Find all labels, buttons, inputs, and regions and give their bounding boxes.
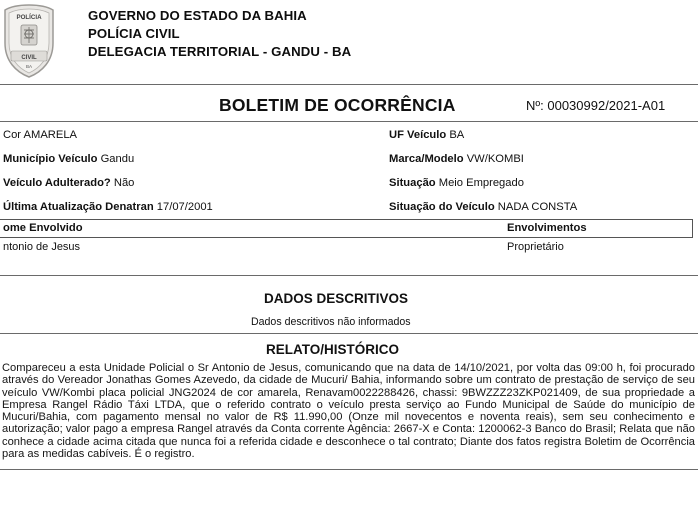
field-cor xyxy=(3,129,77,141)
header-police: POLÍCIA CIVIL xyxy=(88,26,180,41)
badge-text-bottom: CIVIL xyxy=(21,55,37,61)
field-situacao-veiculo-value: NADA CONSTA xyxy=(497,201,578,213)
field-municipio-label: Município Veículo xyxy=(3,153,98,165)
involved-table-header xyxy=(0,219,693,238)
involved-name: ntonio de Jesus xyxy=(3,241,81,253)
field-marca-value: VW/KOMBI xyxy=(466,153,524,165)
dados-divider xyxy=(0,333,698,334)
field-atualizacao xyxy=(3,201,213,213)
header-divider xyxy=(0,84,698,85)
field-situacao-veiculo xyxy=(389,201,577,213)
header-delegacia: DELEGACIA TERRITORIAL - GANDU - BA xyxy=(88,44,352,59)
col-nome-envolvido: ome Envolvido xyxy=(3,222,83,234)
police-badge-icon xyxy=(2,3,56,79)
field-municipio xyxy=(3,153,134,165)
field-adulterado xyxy=(3,177,134,189)
field-adulterado-label: Veículo Adulterado? xyxy=(3,177,111,189)
field-situacao-value: Meio Empregado xyxy=(438,177,524,189)
document-number: Nº: 00030992/2021-A01 xyxy=(526,98,666,113)
relato-title: RELATO/HISTÓRICO xyxy=(266,342,400,357)
involved-divider xyxy=(0,275,698,276)
field-atualizacao-label: Última Atualização Denatran xyxy=(3,201,154,213)
title-divider xyxy=(0,121,698,122)
col-envolvimentos: Envolvimentos xyxy=(507,222,587,234)
relato-divider xyxy=(0,469,698,470)
field-cor-label: Cor xyxy=(3,129,22,141)
dados-text: Dados descritivos não informados xyxy=(251,316,411,328)
relato-text: Compareceu a esta Unidade Policial o Sr Antonio de Jesus, comunicando que na data de 14/10/2021, por volta das 09:00 h, foi procurado através do Vereador Jonathas Gomes Azevedo, da cidade de Mucuri/ Bahia, informando sobre um contrato de prestação de serviço de seu veículo VW/Kombi placa policial JNG2024 de cor amarela, Renavam0022288426, chassi: 9BWZZZ23ZKP021409, de sua propriedade a Empresa Rangel Rádio Táxi LTDA, que o referido contrato o veículo presta serviço ao Fundo Municipal de Saúde do município de Mucuri/Bahia, com pagamento mensal no valor de R$ 11.990,00 (Onze mil novecentos e noventa reais), sem seu conhecimento e autorização; valor pago a empresa Rangel através da Conta corrente Agência: 2667-X e Conta: 1200062-3 Banco do Brasil; Relata que não conhece a cidade acima citada que nunca foi a referida cidade e desconhece o tal contrato; Diante dos fatos registra Boletim de Ocorrência para as medidas cabíveis. É o registro. xyxy=(2,362,695,461)
field-uf-value: BA xyxy=(449,129,465,141)
field-cor-value: AMARELA xyxy=(23,129,77,141)
field-municipio-value: Gandu xyxy=(100,153,135,165)
field-uf-label: UF Veículo xyxy=(389,129,447,141)
field-situacao-label: Situação xyxy=(389,177,436,189)
field-marca-label: Marca/Modelo xyxy=(389,153,464,165)
document-title: BOLETIM DE OCORRÊNCIA xyxy=(219,95,456,115)
header-government: GOVERNO DO ESTADO DA BAHIA xyxy=(88,8,307,23)
field-atualizacao-value: 17/07/2001 xyxy=(156,201,213,213)
badge-text-top: POLÍCIA xyxy=(16,14,42,21)
field-uf xyxy=(389,129,464,141)
involved-role: Proprietário xyxy=(507,241,564,253)
badge-text-state: BA xyxy=(25,64,33,69)
field-situacao-veiculo-label: Situação do Veículo xyxy=(389,201,495,213)
field-marca xyxy=(389,153,524,165)
field-situacao xyxy=(389,177,524,189)
dados-title: DADOS DESCRITIVOS xyxy=(264,291,409,306)
field-adulterado-value: Não xyxy=(113,177,135,189)
